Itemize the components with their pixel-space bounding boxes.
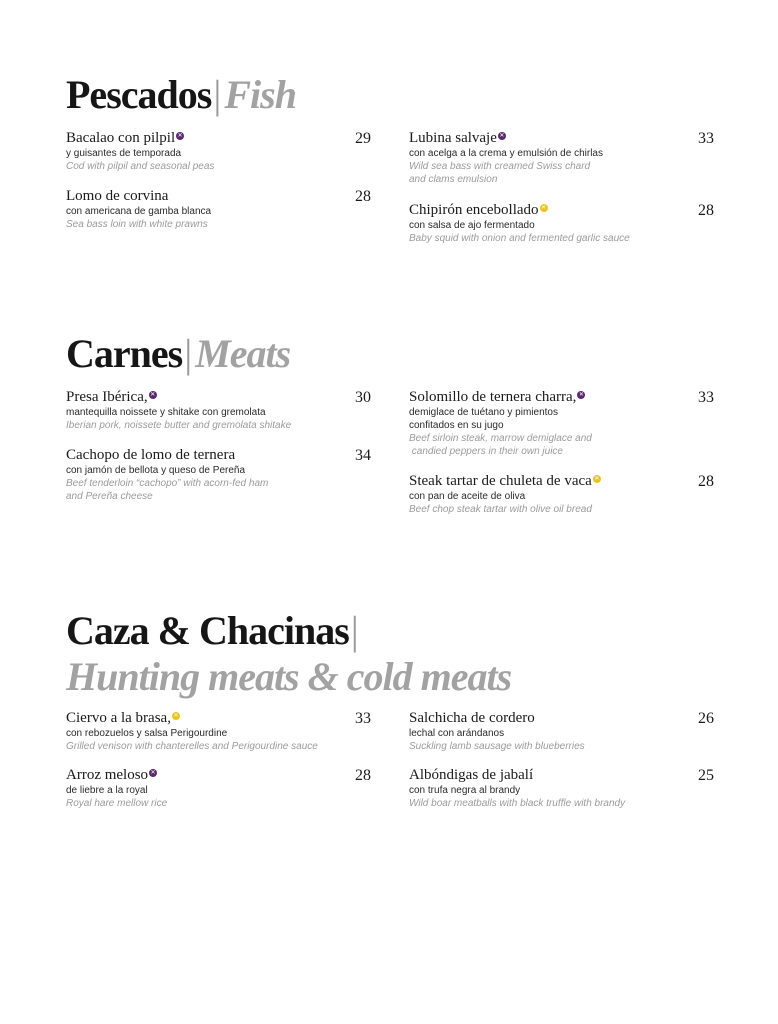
- purple-badge-icon: ✕: [499, 132, 505, 139]
- dish-description-en: Wild sea bass with creamed Swiss chard: [409, 161, 591, 172]
- purple-badge-icon: ✕: [150, 769, 156, 776]
- dish-name: Lubina salvaje: [409, 130, 497, 146]
- section-hunting-cold-meats: [66, 608, 714, 809]
- dish-price: 33: [698, 130, 714, 147]
- dish-name: Salchicha de cordero: [409, 710, 535, 726]
- dish-price: 29: [355, 130, 371, 147]
- menu-item: [409, 130, 714, 186]
- dish-description-en: Royal hare mellow rice: [66, 798, 168, 809]
- dish-description-en: Iberian pork, noissete butter and gremolata shitake: [66, 420, 292, 431]
- menu-item: [66, 447, 371, 503]
- dish-price: 33: [355, 710, 371, 727]
- dish-price: 28: [355, 767, 371, 784]
- purple-badge-icon: ✕: [177, 132, 183, 139]
- dish-description-es: con salsa de ajo fermentado: [409, 220, 535, 231]
- dish-description-es: de liebre a la royal: [66, 785, 148, 796]
- yellow-badge-icon: ✕: [541, 204, 547, 211]
- menu-item: [409, 767, 714, 810]
- dish-description-es: lechal con arándanos: [409, 728, 505, 739]
- dish-description-es: y guisantes de temporada: [66, 148, 182, 159]
- dish-name: Ciervo a la brasa,: [66, 710, 171, 726]
- dish-description-en: Beef sirloin steak, marrow demiglace and: [409, 433, 592, 444]
- dish-description-es: con americana de gamba blanca: [66, 206, 212, 217]
- dish-description-en: Baby squid with onion and fermented garlic sauce: [409, 233, 630, 244]
- dish-price: 28: [698, 473, 714, 490]
- dish-description-es: con trufa negra al brandy: [409, 785, 521, 796]
- dish-name: Chipirón encebollado: [409, 202, 539, 218]
- purple-badge-icon: ✕: [150, 391, 156, 398]
- dish-description-en: Wild boar meatballs with black truffle with brandy: [409, 798, 626, 809]
- dish-description-en: Beef tenderloin “cachopo” with acorn-fed ham: [66, 478, 269, 489]
- dish-description-en: Grilled venison with chanterelles and Perigourdine sauce: [66, 741, 318, 752]
- dish-description-en: Cod with pilpil and seasonal peas: [66, 161, 215, 172]
- menu-item: [66, 130, 371, 173]
- dish-description-en: Beef chop steak tartar with olive oil bread: [409, 504, 592, 515]
- dish-name: Bacalao con pilpil: [66, 130, 176, 146]
- section-fish: [66, 72, 714, 244]
- dish-description-en: Suckling lamb sausage with blueberries: [409, 741, 585, 752]
- dish-name: Arroz meloso: [66, 767, 149, 783]
- dish-name: Cachopo de lomo de ternera: [66, 447, 236, 463]
- section-title: Carnes| Meats: [66, 331, 291, 376]
- dish-price: 33: [698, 389, 714, 406]
- purple-badge-icon: ✕: [578, 391, 584, 398]
- dish-description-en: and Pereña cheese: [66, 491, 153, 502]
- menu-item: [409, 389, 714, 458]
- dish-price: 30: [355, 389, 371, 406]
- menu-item: [66, 710, 371, 753]
- menu-item: [66, 767, 371, 810]
- dish-description-es: demiglace de tuétano y pimientos: [409, 407, 558, 418]
- yellow-badge-icon: ✕: [594, 475, 600, 482]
- dish-name: Lomo de corvina: [66, 188, 169, 204]
- menu-item: [409, 473, 714, 516]
- dish-description-es: con jamón de bellota y queso de Pereña: [66, 465, 246, 476]
- dish-name: Presa Ibérica,: [66, 389, 148, 405]
- dish-price: 26: [698, 710, 714, 727]
- dish-description-en: and clams emulsion: [409, 174, 498, 185]
- dish-price: 28: [355, 188, 371, 205]
- dish-price: 28: [698, 202, 714, 219]
- dish-price: 25: [698, 767, 714, 784]
- yellow-badge-icon: ✕: [173, 712, 179, 719]
- dish-description-es: confitados en su jugo: [409, 420, 504, 431]
- menu-item: [409, 710, 714, 753]
- section-title: Pescados| Fish: [66, 72, 296, 117]
- dish-name: Steak tartar de chuleta de vaca: [409, 473, 592, 489]
- dish-description-en: candied peppers in their own juice: [409, 446, 563, 457]
- menu-item: [66, 389, 371, 432]
- dish-description-es: con acelga a la crema y emulsión de chirlas: [409, 148, 603, 159]
- section-title: Caza & Chacinas| Hunting meats & cold meats: [66, 608, 512, 699]
- dish-name: Albóndigas de jabalí: [409, 767, 534, 783]
- dish-description-es: con pan de aceite de oliva: [409, 491, 526, 502]
- dish-price: 34: [355, 447, 371, 464]
- dish-description-en: Sea bass loin with white prawns: [66, 219, 208, 230]
- dish-name: Solomillo de ternera charra,: [409, 389, 577, 405]
- menu-item: [66, 188, 371, 231]
- dish-description-es: mantequilla noissete y shitake con gremolata: [66, 407, 266, 418]
- section-meats: [66, 331, 714, 515]
- dish-description-es: con rebozuelos y salsa Perigourdine: [66, 728, 228, 739]
- menu-item: [409, 202, 714, 245]
